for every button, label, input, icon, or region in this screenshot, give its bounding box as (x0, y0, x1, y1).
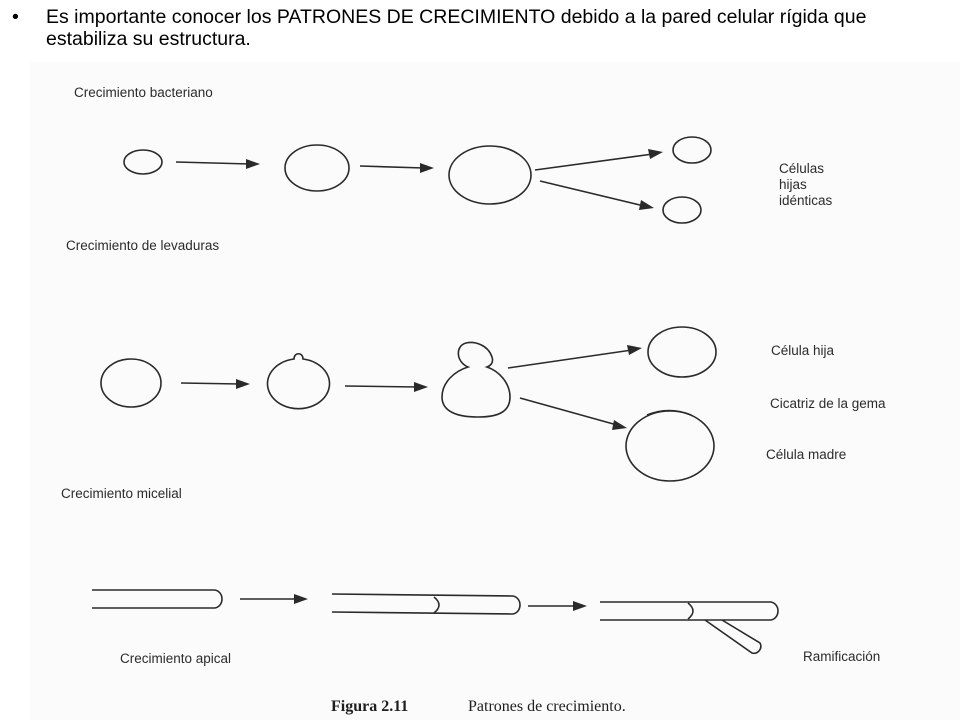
label-daughter-cells-2: hijas (779, 177, 807, 192)
hypha-branch (705, 620, 761, 653)
arrowhead (236, 379, 250, 389)
arrowhead (627, 345, 642, 355)
arrowhead (612, 420, 627, 430)
arrowhead (639, 200, 654, 210)
arrow-6a (508, 350, 632, 368)
hypha-1 (92, 590, 222, 608)
arrow-2 (360, 166, 424, 168)
arrowhead (414, 382, 428, 392)
bullet-text: Es importante conocer los PATRONES DE CRECIMIENTO debido a la pared celular rígida que estabiliza su estructura. (46, 6, 867, 50)
label-daughter-cells-3: idénticas (779, 193, 833, 208)
figure-caption: Patrones de crecimiento. (468, 698, 626, 715)
yeast-cell-small-bud (268, 354, 330, 409)
bacterial-growth-sequence (124, 137, 711, 223)
yeast-growth-sequence (101, 327, 716, 481)
daughter-cell-top (673, 137, 711, 163)
arrow-3a (535, 154, 653, 170)
mycelial-growth-title: Crecimiento micelial (61, 486, 182, 501)
label-daughter-cell: Célula hija (771, 343, 835, 358)
hypha-2 (332, 594, 520, 614)
label-bud-scar: Cicatriz de la gema (770, 396, 886, 411)
daughter-cell-bottom (663, 197, 701, 223)
yeast-cell-large-bud (442, 343, 510, 417)
arrow-4 (181, 383, 240, 384)
arrowhead (573, 601, 587, 611)
bacterium-small (124, 150, 162, 174)
label-branching: Ramificación (803, 649, 881, 664)
bullet-dot: • (12, 6, 19, 28)
bacterium-large (449, 146, 531, 204)
arrow-6b (520, 398, 617, 425)
hypha-2-septum (434, 597, 439, 613)
arrowhead (246, 159, 260, 169)
arrowhead (420, 163, 434, 173)
mother-cell (626, 411, 714, 481)
label-apical-growth: Crecimiento apical (120, 651, 232, 666)
arrow-5 (345, 386, 418, 387)
mycelial-growth-sequence (92, 590, 778, 653)
label-mother-cell: Célula madre (766, 447, 847, 462)
yeast-cell (101, 359, 161, 407)
yeast-growth-title: Crecimiento de levaduras (66, 238, 220, 253)
label-daughter-cells-1: Células (779, 161, 825, 176)
figure-number: Figura 2.11 (331, 698, 409, 715)
arrow-1 (176, 162, 250, 164)
arrow-3b (540, 181, 644, 206)
bacterium-medium (285, 145, 349, 191)
bud-scar (647, 411, 691, 416)
arrowhead (648, 149, 663, 159)
hypha-3-septum (688, 603, 693, 619)
bacterial-growth-title: Crecimiento bacteriano (74, 85, 213, 100)
arrowhead (294, 594, 308, 604)
daughter-cell (648, 327, 716, 377)
